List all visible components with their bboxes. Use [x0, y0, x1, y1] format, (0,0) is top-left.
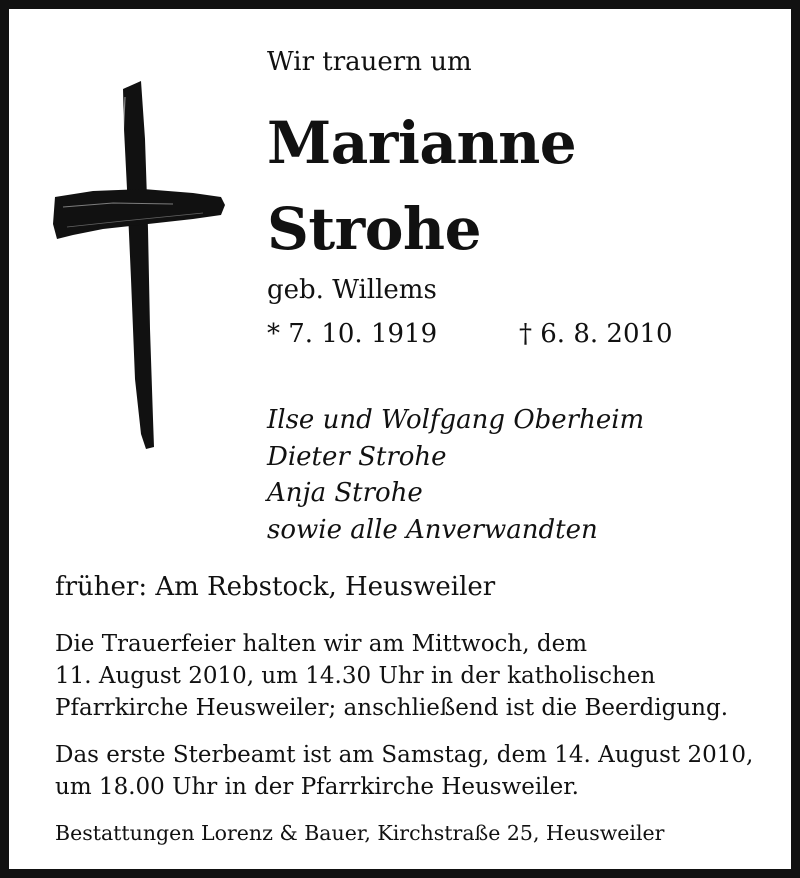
funeral-line: Pfarrkirche Heusweiler; anschließend ist die Beerdigung. [55, 695, 729, 721]
mourner-line: sowie alle Anverwandten [267, 514, 598, 545]
deceased-last-name: Strohe [267, 195, 481, 263]
cross-icon [53, 79, 227, 451]
birth-name: geb. Willems [267, 275, 437, 305]
requiem-line: Das erste Sterbeamt ist am Samstag, dem 14. August 2010, [55, 742, 754, 768]
intro-text: Wir trauern um [267, 47, 472, 77]
mourners-list [267, 402, 644, 548]
funeral-line: 11. August 2010, um 14.30 Uhr in der katholischen [55, 663, 656, 689]
requiem-line: um 18.00 Uhr in der Pfarrkirche Heusweiler. [55, 774, 579, 800]
undertaker-info: Bestattungen Lorenz & Bauer, Kirchstraße 25, Heusweiler [55, 821, 665, 845]
mourner-line: Anja Strohe [267, 478, 423, 508]
mourner-line: Dieter Strohe [267, 441, 447, 472]
funeral-paragraph [55, 628, 728, 724]
death-date: † 6. 8. 2010 [519, 319, 673, 349]
funeral-line: Die Trauerfeier halten wir am Mittwoch, dem [55, 631, 588, 657]
birth-date: * 7. 10. 1919 [267, 319, 438, 349]
deceased-first-name: Marianne [267, 109, 577, 177]
requiem-paragraph [55, 739, 753, 803]
mourner-line: Ilse und Wolfgang Oberheim [267, 405, 645, 435]
former-address: früher: Am Rebstock, Heusweiler [55, 572, 496, 602]
